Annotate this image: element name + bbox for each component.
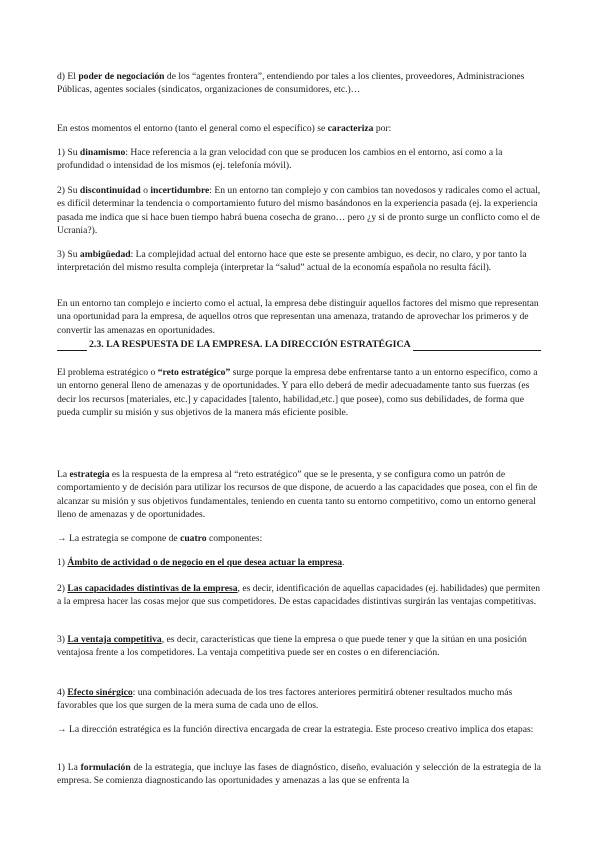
term-incertidumbre: incertidumbre <box>150 185 210 196</box>
component-sinergico: 4) Efecto sinérgico: una combinación adecuada de los tres factores anteriores permitirá obtener resultados mucho más favorables que los que surgen de la mera suma de cada uno de ellos. <box>57 687 513 712</box>
term-efecto-sinergico: Efecto sinérgico <box>67 687 133 698</box>
term-capacidades-distintivas: Las capacidades distintivas de la empresa <box>67 583 238 594</box>
term-cuatro: cuatro <box>180 533 207 544</box>
term-discontinuidad: discontinuidad <box>79 185 141 196</box>
paragraph-estrategia: La estrategia es la respuesta de la empresa al “reto estratégico” que se le presenta, y se configura como un patrón de comportamiento y de decisión para utilizar los recursos de que dispone, de acuerdo a las capacidades que posea, con el fin de alcanzar su misión y sus objetivos fundamentales, teniendo en cuenta tanto su entorno competitivo, como un entorno general lleno de amenazas y de oportunidades. <box>57 469 538 521</box>
section-heading <box>57 338 541 351</box>
paragraph-ambiguedad: 3) Su ambigüedad: La complejidad actual del entorno hace que este se presente ambiguo, es decir, no claro, y por tanto la interpretación del mismo resulta compleja (interpretar la “salud” actual de la economía española no resulta fácil). <box>57 249 527 274</box>
paragraph-dinamismo: 1) Su dinamismo: Hace referencia a la gran velocidad con que se producen los cambios en el entorno, así como a la profundidad o intensidad de los mismos (ej. telefonía móvil). <box>57 147 503 172</box>
paragraph-direccion-estrategica: → La dirección estratégica es la función directiva encargada de crear la estrategia. Este proceso creativo implica dos etapas: <box>57 724 534 735</box>
term-ambito-actividad: Ámbito de actividad o de negocio en el que desea actuar la empresa <box>67 557 343 568</box>
paragraph-formulacion: 1) La formulación de la estrategia, que incluye las fases de diagnóstico, diseño, evaluación y selección de la estrategia de la empresa. Se comienza diagnosticando las oportunidades y amenazas a las que se enfrenta la <box>57 762 541 787</box>
paragraph-entorno-complejo: En un entorno tan complejo e incierto como el actual, la empresa debe distinguir aquellos factores del mismo que representan una oportunidad para la empresa, de aquellos otros que representan una amenaza, tratando de aprovechar los primeros y de convertir las amenazas en oportunidades. <box>57 298 539 336</box>
term-formulacion: formulación <box>80 762 131 773</box>
paragraph-discontinuidad: 2) Su discontinuidad o incertidumbre: En un entorno tan complejo y con cambios tan novedosos y radicales como el actual, es difícil determinar la tendencia o comportamiento futuro del mismo basándonos en la experiencia pasada (ej. la experiencia pasada me indica que si hace buen tiempo habrá buena cosecha de grano… pero ¿y si de pronto surge un conflicto como el de Ucrania?). <box>57 185 541 237</box>
paragraph-componentes: → La estrategia se compone de cuatro componentes: <box>57 533 263 544</box>
heading-rule-right <box>413 340 541 351</box>
term-caracteriza: caracteriza <box>327 123 374 134</box>
component-capacidades: 2) Las capacidades distintivas de la empresa, es decir, identificación de aquellas capacidades (ej. habilidades) que permiten a la empresa hacer las cosas mejor que sus competidores. De estas capacidades distintivas surgirán las ventajas competitivas. <box>57 583 540 608</box>
paragraph-reto-estrategico: El problema estratégico o “reto estratégico” surge porque la empresa debe enfrentarse tanto a un entorno específico, como a un entorno general lleno de amenazas y de oportunidades. Y para ello deberá de medir adecuadamente tanto sus fuerzas (es decir los recursos [materiales, etc.] y capacidades [talento, habilidad,etc.] que posee), como sus debilidades, de forma que pueda cumplir su misión y sus objetivos de la manera más eficiente posible. <box>57 367 538 419</box>
section-heading-text: 2.3. LA RESPUESTA DE LA EMPRESA. LA DIRECCIÓN ESTRATÉGICA <box>89 339 411 350</box>
term-ventaja-competitiva: La ventaja competitiva <box>67 634 162 645</box>
term-reto-estrategico: “reto estratégico” <box>157 367 231 378</box>
component-ventaja: 3) La ventaja competitiva, es decir, características que tiene la empresa o que puede tener y que la sitúan en una posición ventajosa frente a los competidores. La ventaja competitiva puede ser en costes o en diferenciación. <box>57 634 527 659</box>
heading-rule-left <box>57 340 87 351</box>
paragraph-entorno-caracteriza: En estos momentos el entorno (tanto el general como el específico) se caracteriza por: <box>57 123 392 134</box>
paragraph-poder-negociacion: d) El poder de negociación de los “agentes frontera”, entendiendo por tales a los clientes, proveedores, Administraciones Públicas, agentes sociales (sindicatos, organizaciones de consumidores, etc.)… <box>57 71 525 96</box>
term-ambiguedad: ambigüedad <box>79 249 131 260</box>
term-estrategia: estrategia <box>69 469 110 480</box>
component-ambito: 1) Ámbito de actividad o de negocio en el que desea actuar la empresa. <box>57 557 345 568</box>
term-dinamismo: dinamismo <box>79 147 126 158</box>
term-poder-negociacion: poder de negociación <box>78 71 165 82</box>
